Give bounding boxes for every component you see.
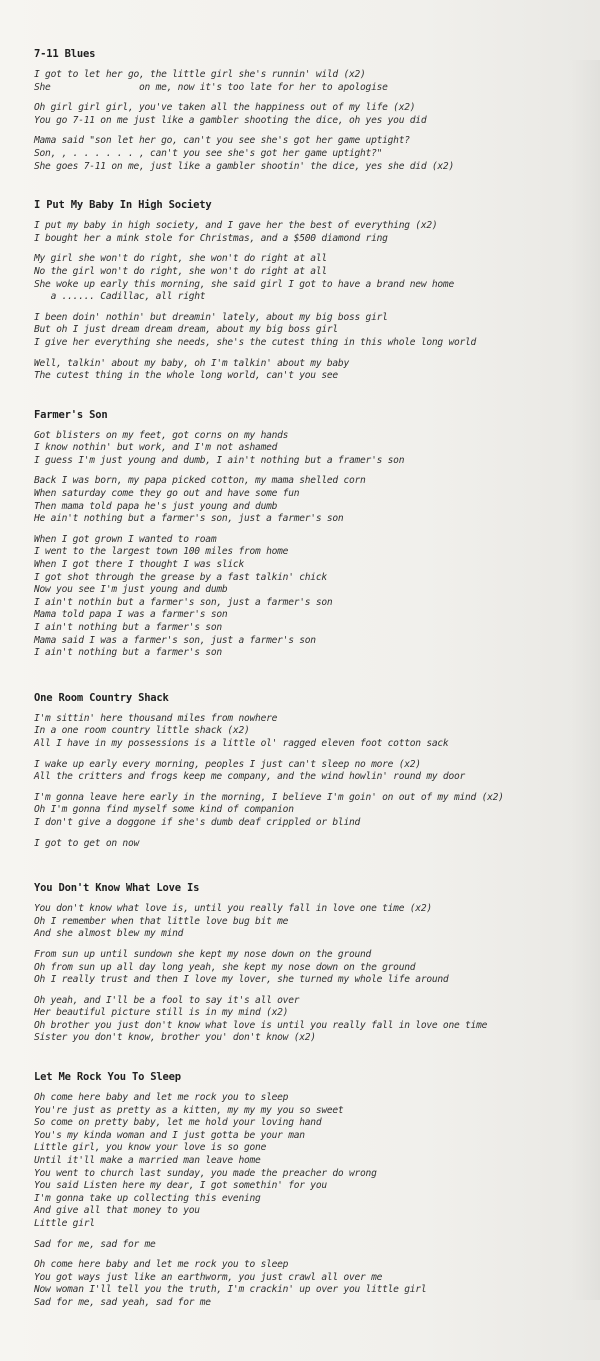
lyric-line: I went to the largest town 100 miles from home — [34, 546, 289, 558]
lyric-line: Oh come here baby and let me rock you to sleep — [34, 1092, 289, 1104]
lyric-line: I got shot through the grease by a fast talkin' chick — [34, 571, 327, 583]
lyric-line: Well, talkin' about my baby, oh I'm talkin' about my baby — [34, 357, 349, 369]
lyric-line: Oh I really trust and then I love my lover, she turned my whole life around — [34, 974, 449, 986]
lyric-line: From sun up until sundown she kept my nose down on the ground — [34, 948, 372, 960]
lyric-line: So come on pretty baby, let me hold your loving hand — [34, 1117, 322, 1129]
lyric-line: Now you see I'm just young and dumb — [34, 584, 228, 596]
lyric-line: No the girl won't do right, she won't do right at all — [34, 265, 327, 277]
lyric-line: She on me, now it's too late for her to apologise — [34, 81, 388, 93]
lyric-line: Mama said "son let her go, can't you see she's got her game uptight? — [34, 135, 410, 147]
stanza — [34, 102, 594, 127]
lyric-line: She woke up early this morning, she said girl I got to have a brand new home — [34, 278, 454, 290]
lyric-line: Oh I'm gonna find myself some kind of companion — [34, 804, 294, 816]
lyric-line: The cutest thing in the whole long world, can't you see — [34, 370, 338, 382]
lyric-line: I guess I'm just young and dumb, I ain't nothing but a framer's son — [34, 454, 405, 466]
stanza — [34, 1092, 594, 1231]
stanza — [34, 759, 594, 784]
lyric-line: I ain't nothing but a farmer's son — [34, 647, 222, 659]
lyric-line: Mama told papa I was a farmer's son — [34, 609, 228, 621]
stanza — [34, 220, 594, 245]
stanza — [34, 69, 594, 94]
song-title: One Room Country Shack — [34, 691, 169, 704]
song-title: Let Me Rock You To Sleep — [34, 1071, 181, 1084]
lyric-line: I'm sittin' here thousand miles from nowhere — [34, 712, 278, 724]
lyric-line: When saturday come they go out and have some fun — [34, 488, 300, 500]
lyric-line: I'm gonna leave here early in the morning, I believe I'm goin' on out of my mind (x2) — [34, 791, 504, 803]
lyric-line: You go 7-11 on me just like a gambler shooting the dice, oh yes you did — [34, 114, 427, 126]
lyric-line: Oh girl girl girl, you've taken all the happiness out of my life (x2) — [34, 102, 416, 114]
lyric-line: He ain't nothing but a farmer's son, just a farmer's son — [34, 513, 344, 525]
stanza — [34, 1259, 594, 1309]
lyric-line: Sister you don't know, brother you' don't know (x2) — [34, 1032, 316, 1044]
lyric-line: Little girl, you know your love is so gone — [34, 1142, 267, 1154]
lyric-line: I give her everything she needs, she's the cutest thing in this whole long world — [34, 336, 477, 348]
song-title: You Don't Know What Love Is — [34, 882, 200, 895]
lyric-line: I ain't nothin but a farmer's son, just a farmer's son — [34, 596, 333, 608]
stanza — [34, 135, 594, 173]
lyric-line: I got to get on now — [34, 837, 139, 849]
lyric-line: And she almost blew my mind — [34, 928, 184, 940]
song-block — [34, 48, 594, 173]
song-block — [34, 199, 594, 383]
lyric-line: Mama said I was a farmer's son, just a farmer's son — [34, 634, 316, 646]
lyric-line: When I got grown I wanted to roam — [34, 533, 217, 545]
lyric-line: Back I was born, my papa picked cotton, my mama shelled corn — [34, 475, 366, 487]
lyric-line: All I have in my possessions is a little ol' ragged eleven foot cotton sack — [34, 737, 449, 749]
lyric-line: I'm gonna take up collecting this evening — [34, 1192, 261, 1204]
stanza — [34, 253, 594, 303]
lyric-line: You's my kinda woman and I just gotta be your man — [34, 1129, 305, 1141]
song-block — [34, 1071, 594, 1310]
lyric-line: You got ways just like an earthworm, you just crawl all over me — [34, 1271, 383, 1283]
lyrics-column — [34, 48, 594, 1318]
stanza — [34, 713, 594, 751]
lyric-line: Sad for me, sad yeah, sad for me — [34, 1296, 211, 1308]
lyric-line: You said Listen here my dear, I got somethin' for you — [34, 1180, 327, 1192]
song-title: Farmer's Son — [34, 408, 108, 421]
stanza — [34, 312, 594, 350]
lyric-line: Oh yeah, and I'll be a fool to say it's all over — [34, 994, 300, 1006]
lyric-line: Got blisters on my feet, got corns on my hands — [34, 429, 289, 441]
lyric-line: My girl she won't do right, she won't do right at all — [34, 253, 327, 265]
stanza — [34, 995, 594, 1045]
stanza — [34, 838, 594, 851]
lyric-line: Sad for me, sad for me — [34, 1238, 156, 1250]
song-title: 7-11 Blues — [34, 48, 96, 60]
stanza — [34, 534, 594, 660]
lyric-line: Her beautiful picture still is in my mind (x2) — [34, 1007, 289, 1019]
lyric-line: I been doin' nothin' but dreamin' lately, about my big boss girl — [34, 311, 388, 323]
lyric-line: I got to let her go, the little girl she's runnin' wild (x2) — [34, 69, 366, 80]
lyric-line: I know nothin' but work, and I'm not ashamed — [34, 442, 278, 454]
lyric-line: Now woman I'll tell you the truth, I'm crackin' up over you little girl — [34, 1284, 427, 1296]
lyric-line: All the critters and frogs keep me company, and the wind howlin' round my door — [34, 771, 466, 783]
lyric-line: But oh I just dream dream dream, about my big boss girl — [34, 324, 338, 336]
stanza — [34, 903, 594, 941]
lyric-line: I don't give a doggone if she's dumb deaf crippled or blind — [34, 816, 361, 828]
stanza — [34, 792, 594, 830]
lyric-line: You went to church last sunday, you made the preacher do wrong — [34, 1167, 377, 1179]
lyric-line: I put my baby in high society, and I gave her the best of everything (x2) — [34, 220, 438, 232]
stanza — [34, 358, 594, 383]
lyric-line: Oh I remember when that little love bug bit me — [34, 915, 289, 927]
lyric-line: Son, , . . . . . . , can't you see she's got her game uptight?" — [34, 147, 383, 159]
lyric-line: You're just as pretty as a kitten, my my my you so sweet — [34, 1104, 344, 1116]
lyric-line: Then mama told papa he's just young and dumb — [34, 500, 278, 512]
lyric-line: I bought her a mink stole for Christmas, and a $500 diamond ring — [34, 232, 388, 244]
lyric-line: In a one room country little shack (x2) — [34, 725, 250, 737]
song-block — [34, 882, 594, 1045]
lyric-line: Oh brother you just don't know what love is until you really fall in love one time — [34, 1019, 488, 1031]
lyric-line: Oh come here baby and let me rock you to sleep — [34, 1259, 289, 1271]
stanza — [34, 949, 594, 987]
lyric-line: You don't know what love is, until you really fall in love one time (x2) — [34, 903, 432, 915]
stanza — [34, 475, 594, 525]
song-block — [34, 409, 594, 660]
lyric-line: Until it'll make a married man leave home — [34, 1155, 261, 1167]
song-block — [34, 692, 594, 850]
lyric-line: Oh from sun up all day long yeah, she kept my nose down on the ground — [34, 961, 416, 973]
stanza — [34, 1239, 594, 1252]
lyric-line: a ...... Cadillac, all right — [34, 291, 206, 303]
lyric-line: I wake up early every morning, peoples I just can't sleep no more (x2) — [34, 758, 421, 770]
lyric-line: She goes 7-11 on me, just like a gambler shootin' the dice, yes she did (x2) — [34, 160, 454, 172]
song-title: I Put My Baby In High Society — [34, 199, 212, 212]
lyric-line: When I got there I thought I was slick — [34, 559, 244, 571]
lyric-line: And give all that money to you — [34, 1205, 200, 1217]
lyric-line: I ain't nothing but a farmer's son — [34, 622, 222, 633]
stanza — [34, 430, 594, 468]
lyric-line: Little girl — [34, 1218, 95, 1229]
